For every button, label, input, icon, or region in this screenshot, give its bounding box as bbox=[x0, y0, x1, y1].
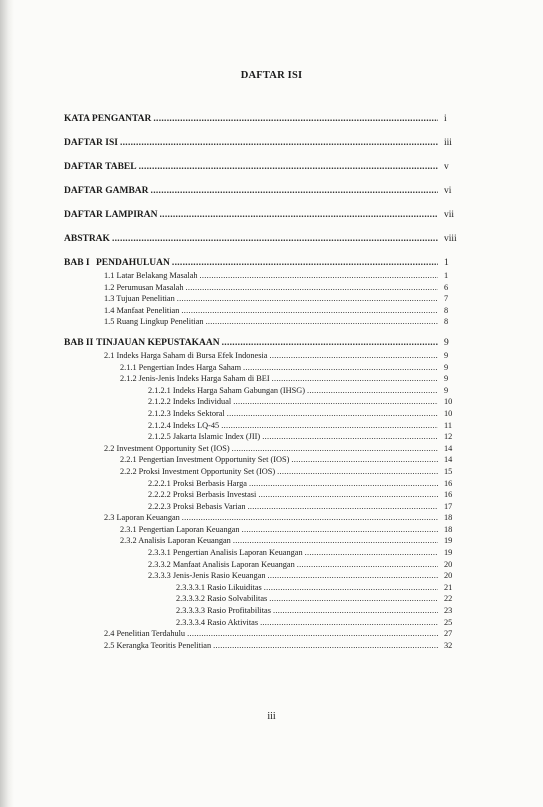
toc-page-number: 25 bbox=[444, 617, 453, 627]
toc-section-label: 2.3.1 Pengertian Laporan Keuangan bbox=[120, 524, 240, 534]
chapter-title: TINJAUAN KEPUSTAKAAN bbox=[96, 337, 220, 348]
dot-leader bbox=[227, 409, 438, 418]
toc-section-label: 2.3.3.3.2 Rasio Solvabilitas bbox=[176, 594, 268, 604]
toc-section-label: 1.3 Tujuan Penelitian bbox=[104, 294, 175, 304]
toc-entry-kata-pengantar[interactable] bbox=[64, 114, 464, 127]
dot-leader bbox=[200, 271, 438, 280]
toc-section-label: 2.1.2.3 Indeks Sektoral bbox=[148, 408, 225, 418]
toc-section-2-1-2[interactable] bbox=[120, 374, 464, 386]
toc-section-label: 2.2.2.3 Proksi Bebasis Varian bbox=[148, 501, 246, 511]
toc-section-label: 2.3.3.2 Manfaat Analisis Laporan Keuangan bbox=[148, 559, 295, 569]
toc-section-label: 2.2.2.1 Proksi Berbasis Harga bbox=[148, 478, 247, 488]
page-number-footer: iii bbox=[267, 711, 276, 722]
toc-entry-label: DAFTAR ISI bbox=[64, 138, 118, 148]
toc-section-2-1-2-4[interactable] bbox=[148, 421, 464, 433]
table-of-contents bbox=[64, 108, 464, 652]
dot-leader bbox=[221, 421, 438, 430]
toc-page-number: 20 bbox=[444, 571, 453, 581]
toc-section-2-1-1[interactable] bbox=[120, 363, 464, 375]
dot-leader bbox=[182, 513, 438, 522]
toc-section-2-3[interactable] bbox=[104, 513, 464, 525]
toc-section-1-1[interactable] bbox=[104, 271, 464, 283]
toc-page-number: 23 bbox=[444, 606, 453, 616]
dot-leader bbox=[307, 386, 438, 395]
toc-entry-label: DAFTAR TABEL bbox=[64, 162, 137, 172]
toc-section-2-1[interactable] bbox=[104, 351, 464, 363]
toc-section-label: 2.1.2.4 Indeks LQ-45 bbox=[148, 420, 220, 430]
dot-leader bbox=[112, 234, 438, 244]
toc-page-number: 6 bbox=[444, 282, 449, 292]
dot-leader bbox=[222, 338, 438, 348]
toc-page-number: vii bbox=[444, 210, 455, 220]
toc-section-1-4[interactable] bbox=[104, 306, 464, 318]
toc-entry-label: KATA PENGANTAR bbox=[64, 114, 152, 124]
toc-section-2-4[interactable] bbox=[104, 629, 464, 641]
toc-page-number: 11 bbox=[444, 420, 452, 430]
toc-page-number: 17 bbox=[444, 501, 453, 511]
toc-section-label: 2.2.2.2 Proksi Berbasis Investasi bbox=[148, 490, 257, 500]
dot-leader bbox=[181, 306, 438, 315]
toc-section-2-5[interactable] bbox=[104, 641, 464, 653]
toc-page-number: 18 bbox=[444, 524, 453, 534]
toc-section-label: 2.4 Penelitian Terdahulu bbox=[104, 629, 186, 639]
toc-section-label: 2.2.1 Pengertian Investment Opportunity Set (IOS) bbox=[120, 455, 290, 465]
toc-entry-daftar-gambar[interactable] bbox=[64, 186, 464, 199]
toc-page-number: 15 bbox=[444, 466, 453, 476]
toc-chapter-bab-2[interactable] bbox=[64, 338, 464, 351]
toc-page-number: 7 bbox=[444, 294, 449, 304]
toc-section-2-2-1[interactable] bbox=[120, 455, 464, 467]
dot-leader bbox=[249, 479, 438, 488]
dot-leader bbox=[305, 548, 438, 557]
toc-section-label: 2.3.3.3.1 Rasio Likuiditas bbox=[176, 582, 262, 592]
dot-leader bbox=[172, 258, 438, 268]
toc-section-label: 2.1 Indeks Harga Saham di Bursa Efek Indonesia bbox=[104, 350, 268, 360]
toc-section-label: 2.1.2.5 Jakarta Islamic Index (JII) bbox=[148, 432, 261, 442]
toc-section-label: 2.1.2 Jenis-Jenis Indeks Harga Saham di BEI bbox=[120, 374, 270, 384]
toc-page-number: 22 bbox=[444, 594, 453, 604]
dot-leader bbox=[177, 294, 438, 303]
toc-entry-abstrak[interactable] bbox=[64, 234, 464, 247]
dot-leader bbox=[269, 594, 438, 603]
toc-page-number: 9 bbox=[444, 374, 449, 384]
toc-section-2-1-2-2[interactable] bbox=[148, 397, 464, 409]
toc-section-2-3-3-3-2[interactable] bbox=[176, 594, 464, 606]
toc-page-number: 21 bbox=[444, 582, 453, 592]
toc-page-number: 19 bbox=[444, 548, 453, 558]
toc-section-2-3-3-1[interactable] bbox=[148, 548, 464, 560]
toc-section-label: 1.2 Perumusan Masalah bbox=[104, 282, 184, 292]
dot-leader bbox=[186, 283, 439, 292]
toc-page-number: 9 bbox=[444, 362, 449, 372]
toc-entry-label: ABSTRAK bbox=[64, 234, 110, 244]
dot-leader bbox=[120, 138, 438, 148]
toc-page-number: 10 bbox=[444, 408, 453, 418]
dot-leader bbox=[269, 351, 438, 360]
dot-leader bbox=[272, 374, 438, 383]
toc-section-label: 1.1 Latar Belakang Masalah bbox=[104, 271, 198, 280]
toc-section-2-3-3-3-1[interactable] bbox=[176, 583, 464, 595]
toc-entry-daftar-lampiran[interactable] bbox=[64, 210, 464, 223]
toc-entry-daftar-tabel[interactable] bbox=[64, 162, 464, 175]
toc-section-2-2-2-2[interactable] bbox=[148, 490, 464, 502]
toc-section-label: 2.3.3.3.3 Rasio Profitabilitas bbox=[176, 606, 271, 616]
toc-section-label: 2.5 Kerangka Teoritis Penelitian bbox=[104, 640, 212, 650]
scan-edge-shadow bbox=[0, 0, 14, 807]
dot-leader bbox=[248, 502, 438, 511]
dot-leader bbox=[151, 186, 438, 196]
dot-leader bbox=[260, 618, 438, 627]
toc-section-label: 2.3.2 Analisis Laporan Keuangan bbox=[120, 536, 231, 546]
dot-leader bbox=[273, 606, 438, 615]
toc-section-label: 2.2.2 Proksi Investment Opportunity Set (IOS) bbox=[120, 466, 276, 476]
dot-leader bbox=[258, 490, 438, 499]
toc-page-number: 16 bbox=[444, 490, 453, 500]
toc-page-number: 27 bbox=[444, 629, 453, 639]
toc-section-2-2-2[interactable] bbox=[120, 467, 464, 479]
toc-section-2-3-1[interactable] bbox=[120, 525, 464, 537]
toc-section-1-3[interactable] bbox=[104, 294, 464, 306]
dot-leader bbox=[213, 641, 438, 650]
dot-leader bbox=[242, 525, 438, 534]
toc-section-label: 2.1.1 Pengertian Indes Harga Saham bbox=[120, 362, 242, 372]
toc-page-number: 32 bbox=[444, 640, 453, 650]
toc-page-number: 20 bbox=[444, 559, 453, 569]
dot-leader bbox=[139, 162, 438, 172]
dot-leader bbox=[233, 536, 438, 545]
toc-page-number: vi bbox=[444, 186, 452, 196]
toc-page-number: 1 bbox=[444, 258, 449, 268]
toc-section-label: 2.3.3.3 Jenis-Jenis Rasio Keuangan bbox=[148, 571, 266, 581]
toc-section-label: 2.3.3.1 Pengertian Analisis Laporan Keuangan bbox=[148, 548, 303, 558]
toc-section-2-2-2-1[interactable] bbox=[148, 479, 464, 491]
toc-page-number: 12 bbox=[444, 432, 453, 442]
dot-leader bbox=[264, 583, 438, 592]
toc-section-label: 2.1.2.2 Indeks Individual bbox=[148, 397, 232, 407]
toc-section-1-5[interactable] bbox=[104, 317, 464, 329]
dot-leader bbox=[291, 455, 438, 464]
toc-section-2-3-3-3[interactable] bbox=[148, 571, 464, 583]
toc-page-number: 14 bbox=[444, 443, 453, 453]
chapter-number: BAB I bbox=[64, 258, 90, 268]
toc-page-number: viii bbox=[444, 234, 457, 244]
toc-section-label: 2.2 Investment Opportunity Set (IOS) bbox=[104, 443, 230, 453]
toc-section-2-1-2-5[interactable] bbox=[148, 432, 464, 444]
page-title: DAFTAR ISI bbox=[240, 70, 303, 81]
chapter-title: PENDAHULUAN bbox=[96, 258, 170, 268]
toc-page-number: i bbox=[444, 114, 447, 124]
toc-page-number: 10 bbox=[444, 397, 453, 407]
toc-section-2-2[interactable] bbox=[104, 444, 464, 456]
toc-section-label: 1.4 Manfaat Penelitian bbox=[104, 305, 180, 315]
toc-page-number: 9 bbox=[444, 385, 449, 395]
toc-page-number: v bbox=[444, 162, 449, 172]
toc-page-number: 1 bbox=[444, 271, 449, 280]
toc-section-label: 1.5 Ruang Lingkup Penelitian bbox=[104, 317, 204, 327]
toc-section-2-3-3-2[interactable] bbox=[148, 560, 464, 572]
dot-leader bbox=[233, 397, 438, 406]
dot-leader bbox=[232, 444, 438, 453]
dot-leader bbox=[297, 560, 438, 569]
toc-section-label: 2.3.3.3.4 Rasio Aktivitas bbox=[176, 617, 259, 627]
toc-page-number: iii bbox=[444, 138, 452, 148]
toc-page-number: 9 bbox=[444, 350, 449, 360]
chapter-number: BAB II bbox=[64, 337, 94, 348]
toc-page-number: 16 bbox=[444, 478, 453, 488]
dot-leader bbox=[153, 114, 438, 124]
toc-section-label: 2.3 Laporan Keuangan bbox=[104, 513, 180, 523]
toc-section-2-3-3-3-4[interactable] bbox=[176, 618, 464, 630]
toc-page-number: 8 bbox=[444, 305, 449, 315]
toc-section-2-3-2[interactable] bbox=[120, 536, 464, 548]
toc-section-label: 2.1.2.1 Indeks Harga Saham Gabungan (IHSG) bbox=[148, 385, 305, 395]
toc-page-number: 14 bbox=[444, 455, 453, 465]
toc-entry-daftar-isi[interactable] bbox=[64, 138, 464, 151]
toc-section-2-1-2-1[interactable] bbox=[148, 386, 464, 398]
toc-entry-label: DAFTAR GAMBAR bbox=[64, 186, 149, 196]
toc-page-number: 18 bbox=[444, 513, 453, 523]
toc-page-number: 8 bbox=[444, 317, 449, 327]
dot-leader bbox=[206, 317, 438, 326]
toc-entry-label: DAFTAR LAMPIRAN bbox=[64, 210, 158, 220]
toc-page-number: 9 bbox=[444, 337, 449, 348]
dot-leader bbox=[243, 363, 438, 372]
toc-section-2-3-3-3-3[interactable] bbox=[176, 606, 464, 618]
dot-leader bbox=[160, 210, 439, 220]
dot-leader bbox=[277, 467, 438, 476]
toc-chapter-bab-1[interactable] bbox=[64, 258, 464, 271]
toc-section-1-2[interactable] bbox=[104, 283, 464, 295]
dot-leader bbox=[268, 571, 438, 580]
dot-leader bbox=[187, 629, 438, 638]
toc-section-2-2-2-3[interactable] bbox=[148, 502, 464, 514]
dot-leader bbox=[262, 432, 438, 441]
toc-page-number: 19 bbox=[444, 536, 453, 546]
toc-section-2-1-2-3[interactable] bbox=[148, 409, 464, 421]
